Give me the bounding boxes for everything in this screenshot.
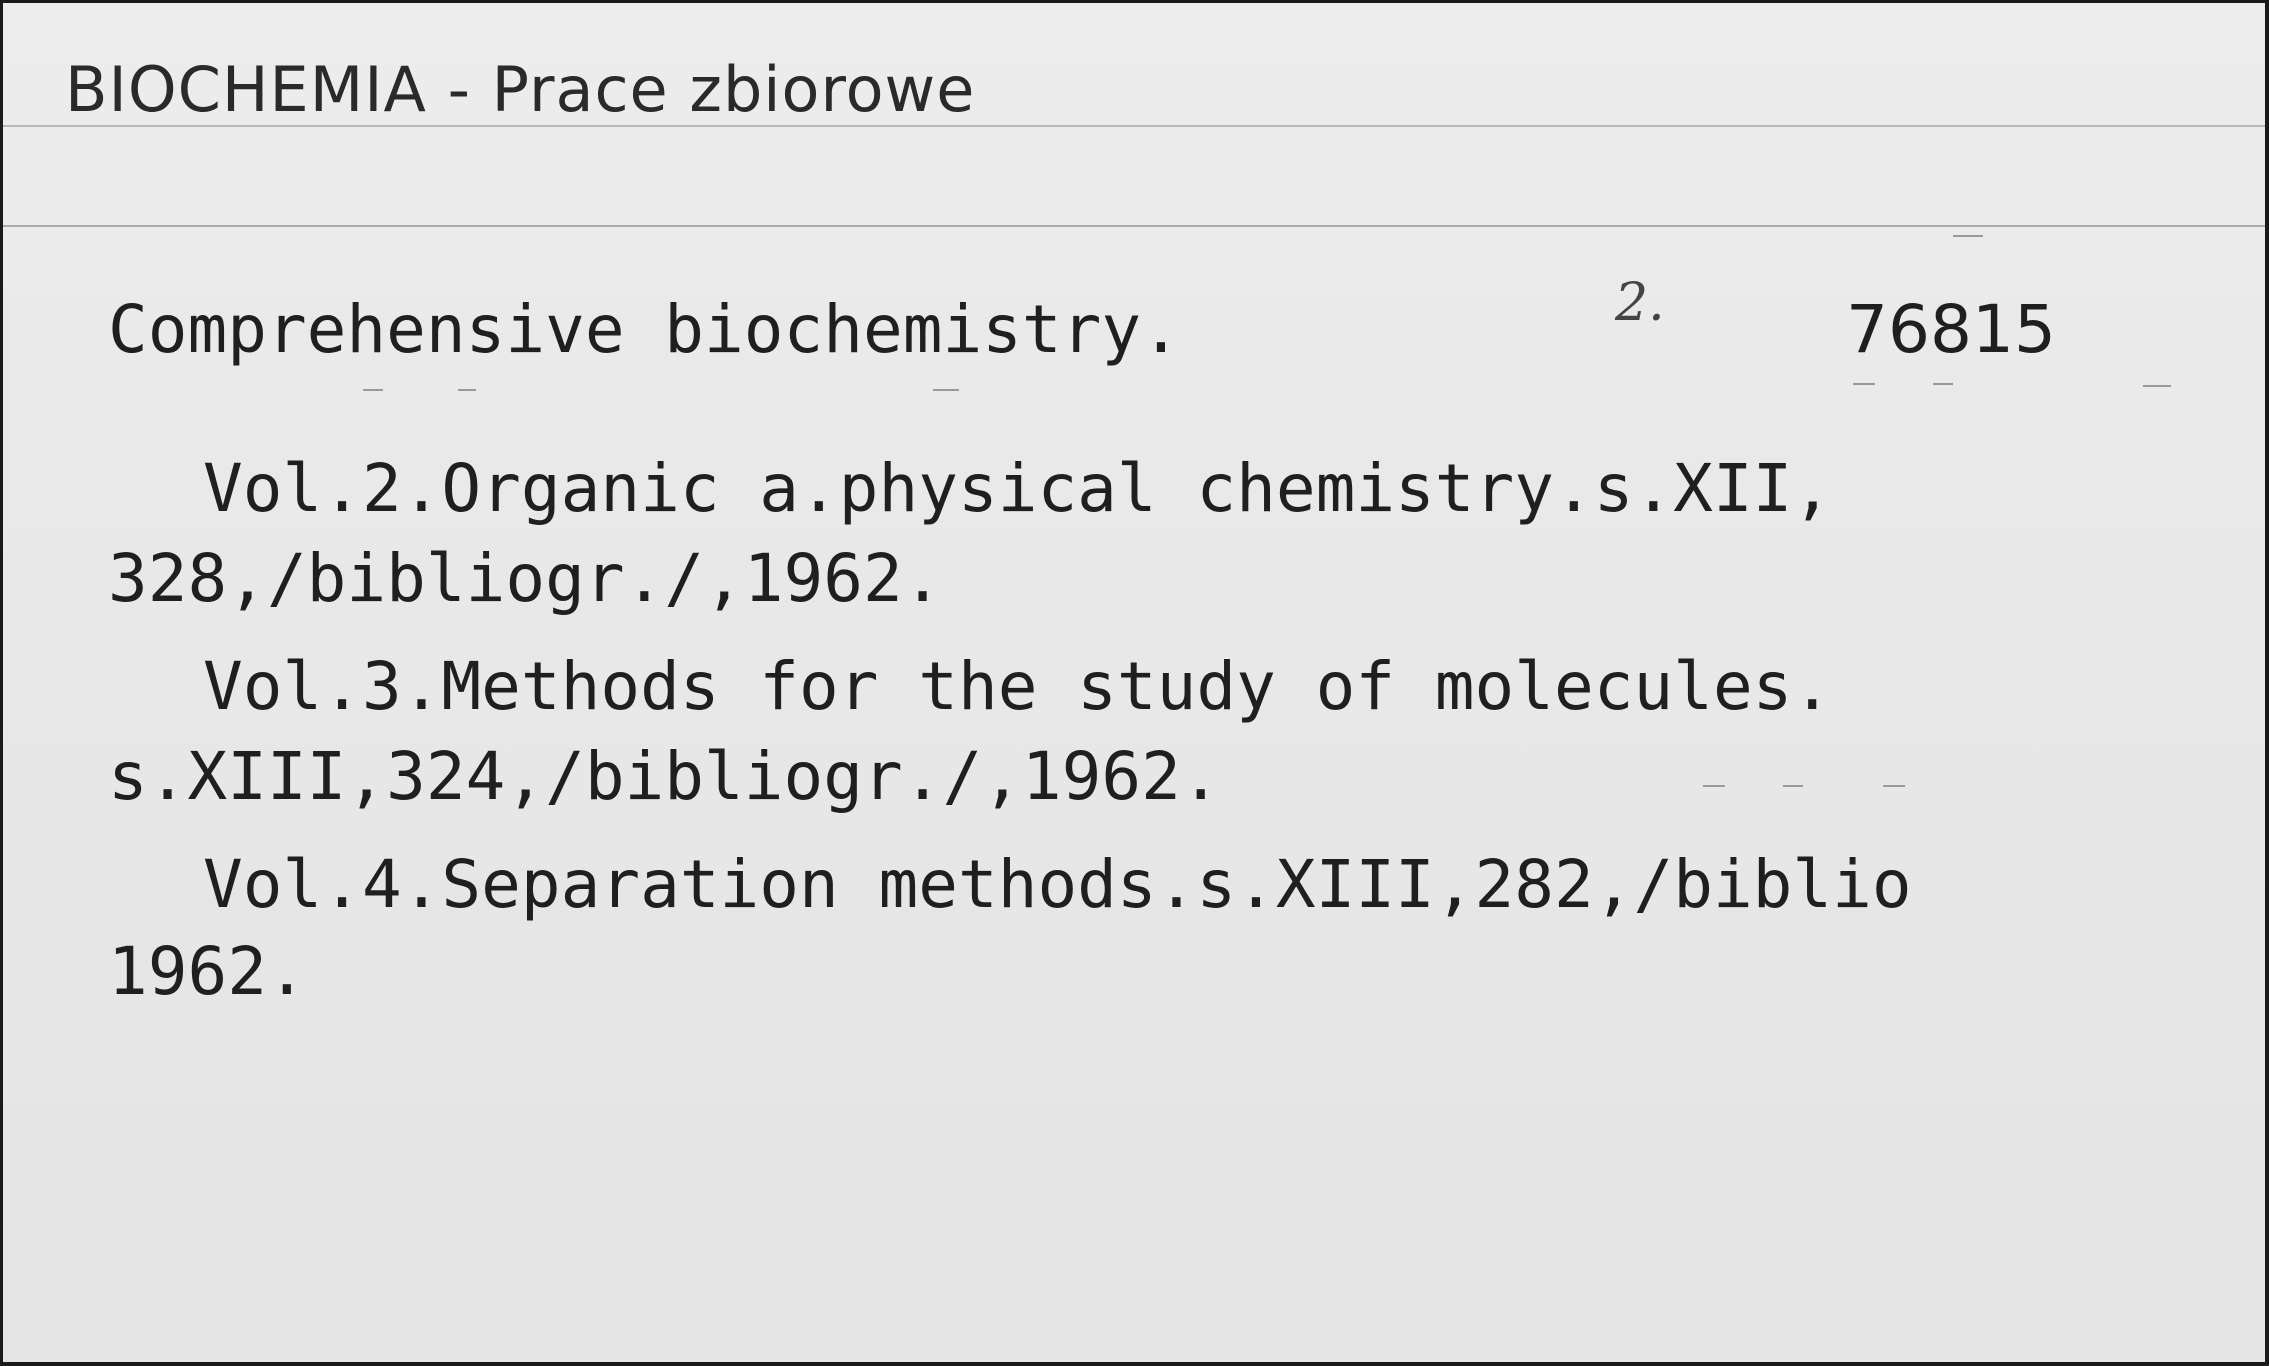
volume-4-details: 1962. (108, 933, 307, 1010)
paper-mark (363, 389, 383, 391)
volume-3-entry: Vol.3.Methods for the study of molecules. (203, 648, 1833, 725)
book-title: Comprehensive biochemistry. (108, 291, 1181, 368)
accession-number: 76815 (1846, 291, 2056, 368)
paper-mark (1933, 383, 1953, 385)
paper-mark (1883, 785, 1905, 787)
volume-mark: 2. (1615, 273, 1665, 333)
paper-mark (2143, 385, 2171, 387)
volume-2-details: 328,/bibliogr./,1962. (108, 540, 943, 617)
paper-mark (458, 389, 476, 391)
volume-4-entry: Vol.4.Separation methods.s.XIII,282,/biblio (203, 846, 1912, 923)
paper-mark (1783, 785, 1803, 787)
paper-mark (1953, 235, 1983, 237)
body-rule (3, 225, 2269, 227)
volume-2-entry: Vol.2.Organic a.physical chemistry.s.XII, (203, 450, 1833, 527)
volume-3-details: s.XIII,324,/bibliogr./,1962. (108, 738, 1221, 815)
paper-mark (1703, 785, 1725, 787)
paper-mark (933, 389, 959, 391)
subject-heading: BIOCHEMIA - Prace zbiorowe (65, 53, 976, 126)
paper-mark (1853, 383, 1875, 385)
